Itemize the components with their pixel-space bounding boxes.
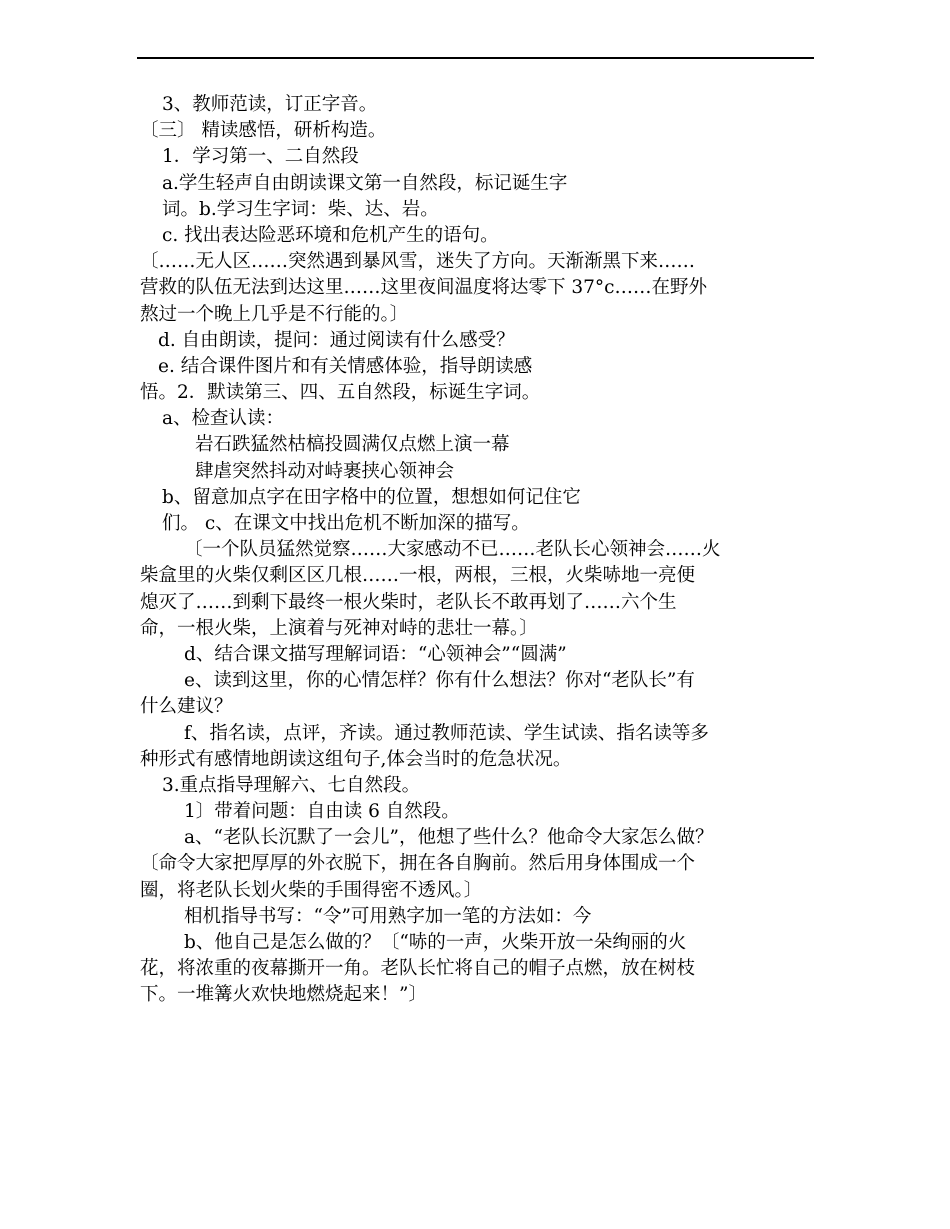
text-line: 熄灭了……到剩下最终一根火柴时，老队长不敢再划了……六个生	[140, 591, 677, 613]
text-line: 〔一个队员猛然觉察……大家感动不已……老队长心领神会……火	[184, 539, 721, 561]
text-line: 悟。2．默读第三、四、五自然段，标诞生字词。	[140, 382, 541, 404]
text-line: 〔……无人区……突然遇到暴风雪，迷失了方向。天渐渐黑下来……	[140, 251, 696, 273]
text-line: 〔三〕 精读感悟，研析构造。	[140, 120, 387, 142]
text-line: 〔命令大家把厚厚的外衣脱下，拥在各自胸前。然后用身体围成一个	[140, 853, 696, 875]
text-line: 1．学习第一、二自然段	[162, 146, 359, 168]
text-line: 什么建议？	[140, 696, 233, 718]
text-line: b、留意加点字在田字格中的位置，想想如何记住它	[162, 486, 581, 508]
text-line: 们。 c、在课文中找出危机不断加深的描写。	[162, 513, 530, 534]
text-line: a、“老队长沉默了一会儿”，他想了些什么？他命令大家怎么做？	[184, 827, 714, 849]
document-body	[140, 92, 820, 1009]
text-line: b、他自己是怎么做的？〔“哧的一声，火柴开放一朵绚丽的火	[184, 932, 687, 953]
text-line: 柴盒里的火柴仅剩区区几根……一根，两根，三根，火柴哧地一亮便	[140, 565, 696, 587]
text-line: e、读到这里，你的心情怎样？你有什么想法？你对“老队长”有	[184, 670, 695, 692]
text-line: c. 找出表达险恶环境和危机产生的语句。	[162, 224, 499, 246]
text-line: 熬过一个晚上几乎是不行能的。〕	[140, 303, 409, 325]
text-line: 下。一堆篝火欢快地燃烧起来！”〕	[140, 984, 427, 1006]
text-line: 肆虐突然抖动对峙裹挟心领神会	[195, 460, 455, 482]
text-line: 营救的队伍无法到达这里……这里夜间温度将达零下 37°c……在野外	[140, 277, 708, 299]
header-rule	[137, 57, 814, 59]
text-line: 1〕带着问题：自由读 6 自然段。	[184, 801, 460, 823]
text-line: 3、教师范读，订正字音。	[162, 94, 378, 115]
text-line: 词。b.学习生字词：柴、达、岩。	[162, 198, 439, 220]
text-line: e. 结合课件图片和有关情感体验，指导朗读感	[158, 355, 533, 377]
text-line: 圈，将老队长划火柴的手围得密不透风。〕	[140, 879, 483, 901]
text-line: 3.重点指导理解六、七自然段。	[162, 774, 421, 796]
text-line: d、结合课文描写理解词语：“心领神会”“圆满”	[184, 643, 567, 665]
text-line: f、指名读，点评，齐读。通过教师范读、学生试读、指名读等多	[184, 722, 709, 744]
text-line: a、检查认读：	[162, 408, 285, 430]
text-line: 花，将浓重的夜幕撕开一角。老队长忙将自己的帽子点燃，放在树枝	[140, 958, 696, 980]
text-line: 种形式有感情地朗读这组句子,体会当时的危急状况。	[140, 748, 572, 770]
text-line: 相机指导书写：“令”可用熟字加一笔的方法如：今	[184, 905, 592, 927]
text-line: a.学生轻声自由朗读课文第一自然段，标记诞生字	[162, 172, 568, 194]
text-line: 岩石跌猛然枯槁投圆满仅点燃上演一幕	[195, 434, 510, 456]
text-line: 命，一根火柴，上演着与死神对峙的悲壮一幕。〕	[140, 617, 538, 639]
text-line: d. 自由朗读，提问：通过阅读有什么感受？	[158, 329, 515, 351]
